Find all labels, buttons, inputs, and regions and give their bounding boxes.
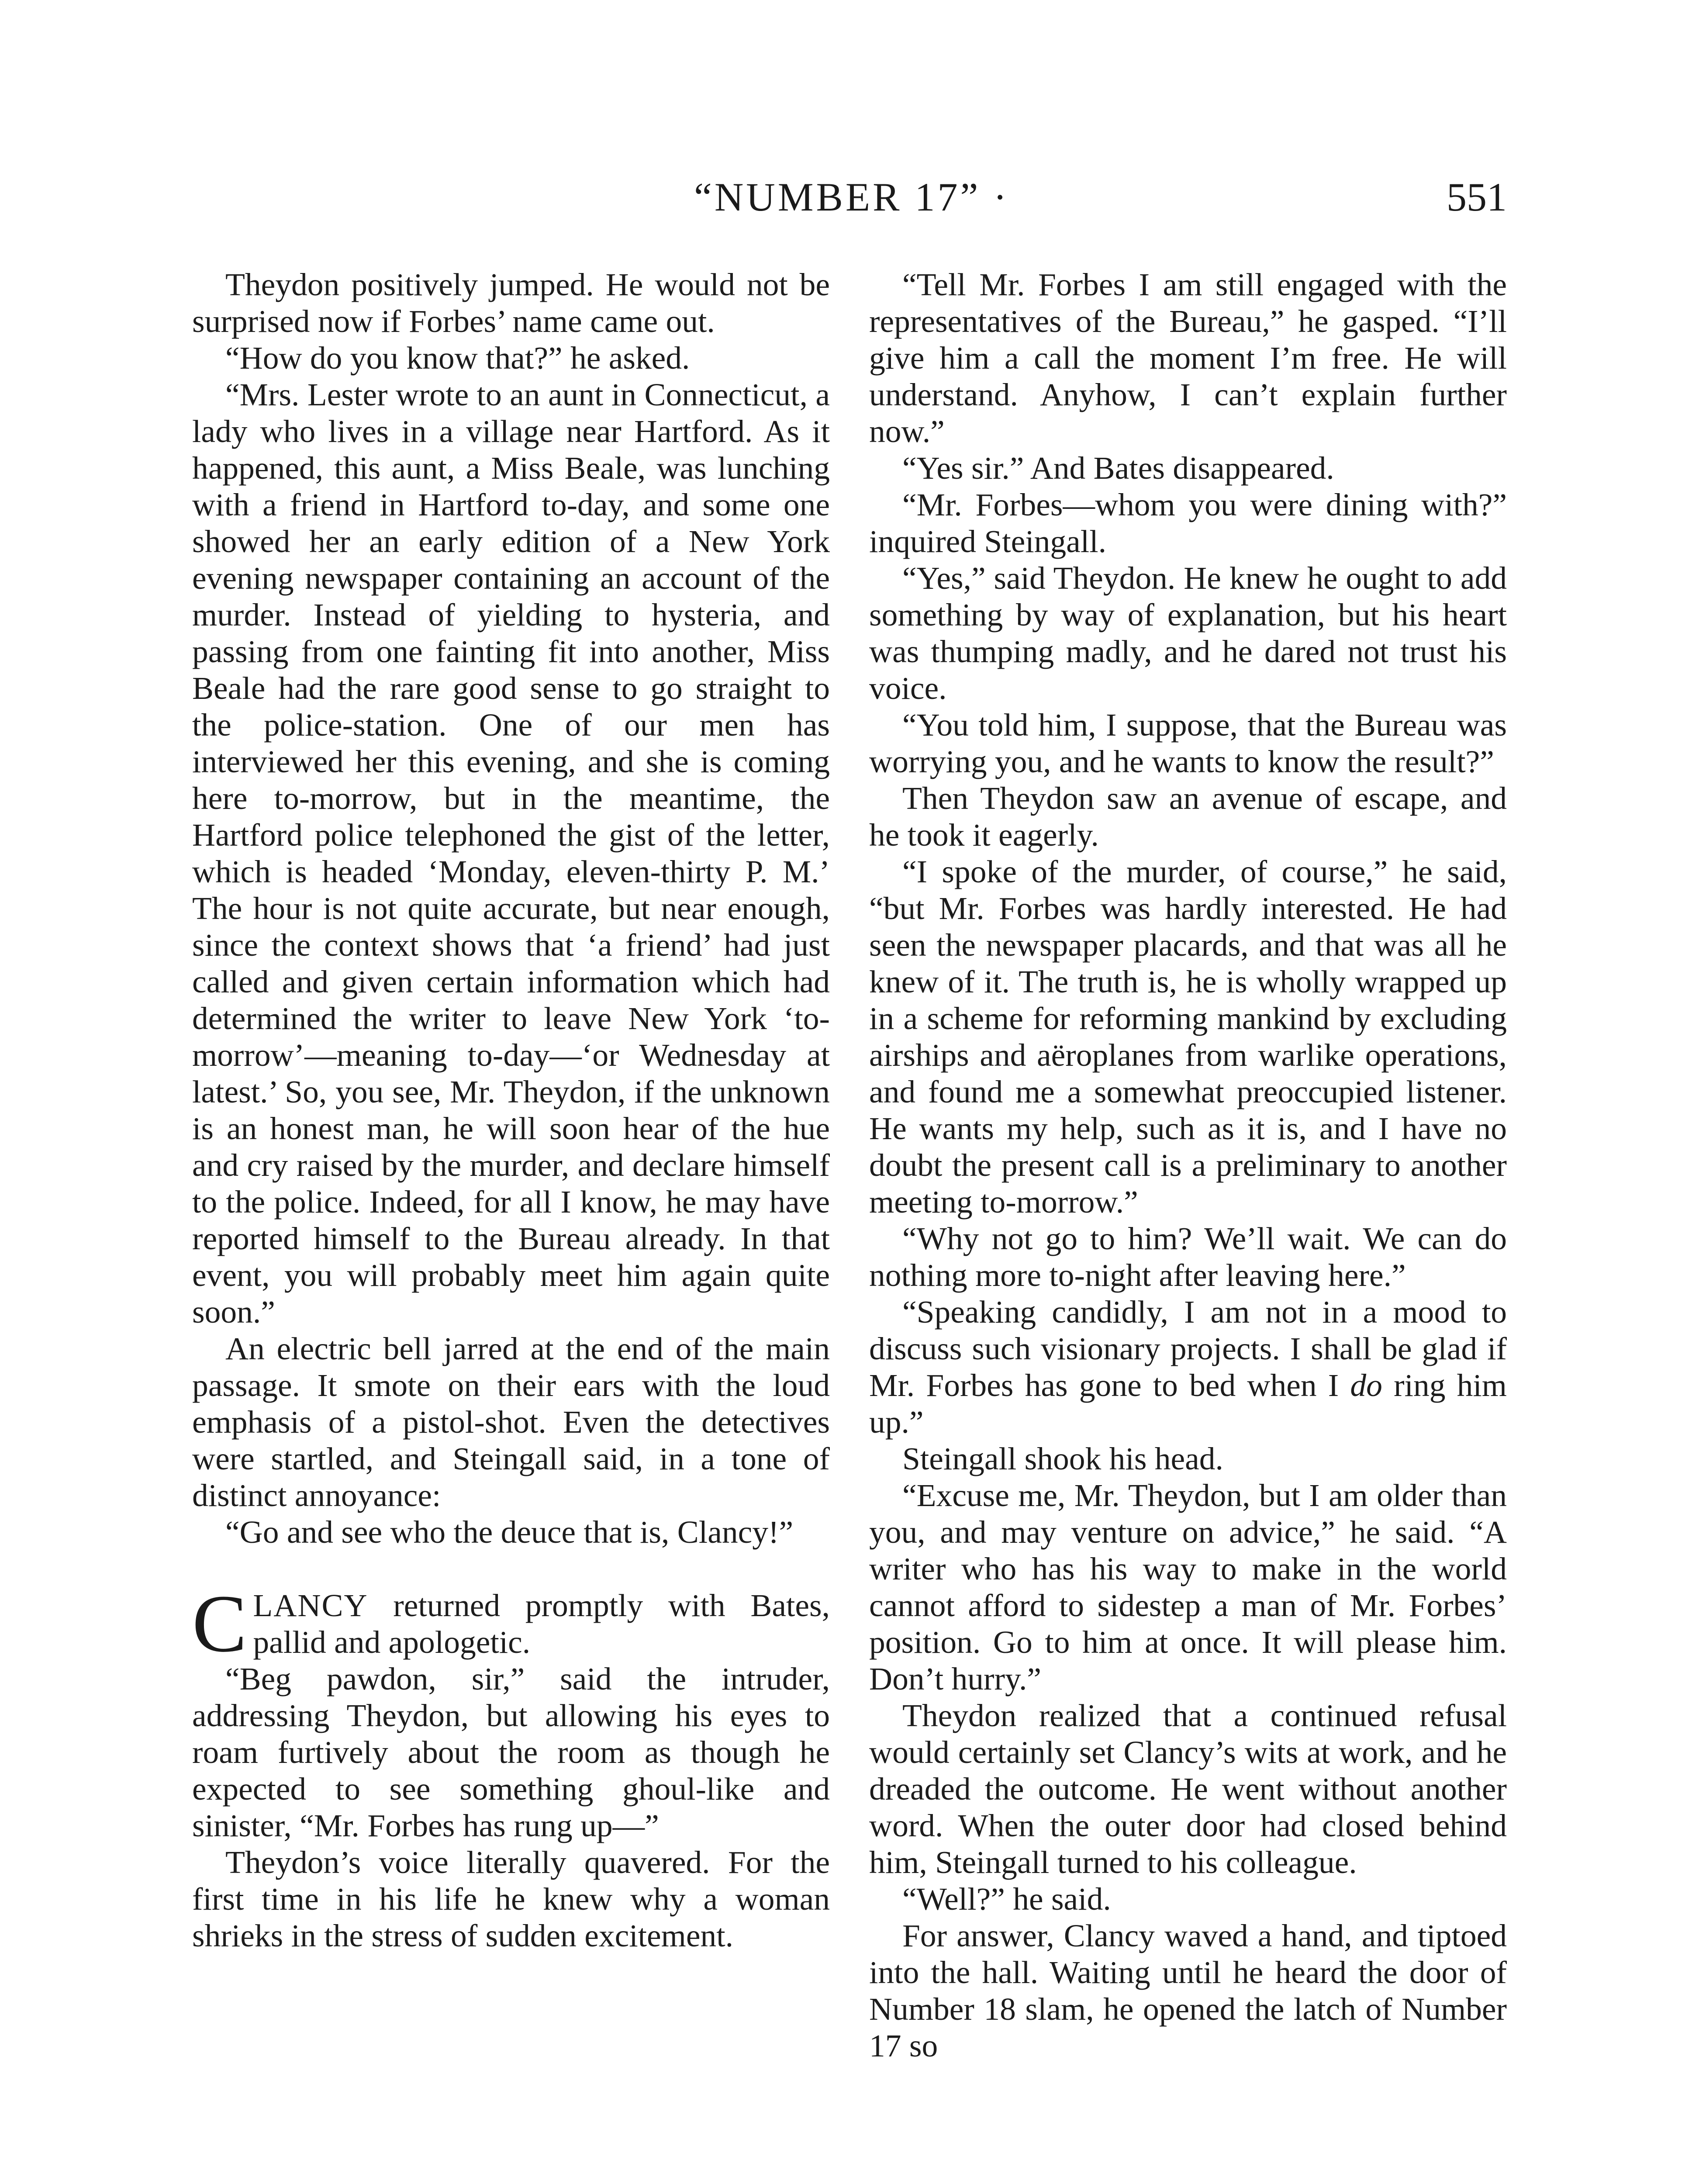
- smallcaps-lead: LANCY: [253, 1588, 368, 1623]
- section-break: [192, 1551, 830, 1587]
- paragraph: “Mr. Forbes—whom you were dining with?” inquired Steingall.: [869, 487, 1507, 559]
- paragraph: For answer, Clancy waved a hand, and tiptoed into the hall. Waiting until he heard the door of Number 18 slam, he opened the latch of Number 17 so: [869, 1918, 1507, 2063]
- paragraph: “I spoke of the murder, of course,” he said, “but Mr. Forbes was hardly interested. He had seen the newspaper placards, and that was all he knew of it. The truth is, he is wholly wrapped up in a scheme for reforming mankind by excluding airships and aëroplanes from warlike operations, and found me a somewhat preoccupied listener. He wants my help, such as it is, and I have no doubt the present call is a preliminary to another meeting to-morrow.”: [869, 854, 1507, 1220]
- paragraph: “You told him, I suppose, that the Bureau was worrying you, and he wants to know the result?”: [869, 707, 1507, 779]
- paragraph-text: returned promptly with Bates, pallid and apologetic.: [253, 1588, 830, 1660]
- paragraph: Theydon’s voice literally quavered. For the first time in his life he knew why a woman shrieks in the stress of sudden excitement.: [192, 1845, 830, 1953]
- paragraph-text: “Speaking candidly, I am not in a mood to discuss such visionary projects. I shall be glad if Mr. Forbes has gone to bed when I: [869, 1294, 1507, 1403]
- paragraph: Theydon positively jumped. He would not be surprised now if Forbes’ name came out.: [192, 267, 830, 339]
- right-column: [869, 266, 1507, 2064]
- paragraph: “Beg pawdon, sir,” said the intruder, addressing Theydon, but allowing his eyes to roam furtively about the room as though he expected to see something ghoul-like and sinister, “Mr. Forbes has rung up—”: [192, 1661, 830, 1843]
- running-title: “NUMBER 17” ·: [694, 175, 1009, 219]
- paragraph: “Tell Mr. Forbes I am still engaged with the representatives of the Bureau,” he gasped. “I’ll give him a call the moment I’m free. He will understand. Anyhow, I can’t explain further now.”: [869, 267, 1507, 449]
- paragraph-with-dropcap: [192, 1578, 830, 1669]
- paragraph: [869, 1294, 1507, 1441]
- italic-text: do: [1350, 1368, 1382, 1403]
- paragraph: “Yes,” said Theydon. He knew he ought to add something by way of explanation, but his heart was thumping madly, and he dared not trust his voice.: [869, 560, 1507, 706]
- paragraph: Steingall shook his head.: [902, 1441, 1223, 1476]
- paragraph: “Well?” he said.: [902, 1881, 1111, 1917]
- paragraph: “Why not go to him? We’ll wait. We can do nothing more to-night after leaving here.”: [869, 1221, 1507, 1293]
- paragraph: An electric bell jarred at the end of the main passage. It smote on their ears with the loud emphasis of a pistol-shot. Even the detectives were startled, and Steingall said, in a tone of distinct annoyance:: [192, 1331, 830, 1513]
- paragraph: “Go and see who the deuce that is, Clancy!”: [225, 1514, 794, 1550]
- paragraph: “Yes sir.” And Bates disappeared.: [902, 450, 1334, 486]
- drop-cap: C: [192, 1578, 247, 1669]
- paragraph: Then Theydon saw an avenue of escape, and he took it eagerly.: [869, 781, 1507, 853]
- left-column: [192, 266, 830, 1954]
- paragraph-text: ring him up.”: [869, 1368, 1507, 1440]
- paragraph: Theydon realized that a continued refusal would certainly set Clancy’s wits at work, and he dreaded the outcome. He went without another word. When the outer door had closed behind him, Steingall turned to his colleague.: [869, 1698, 1507, 1880]
- paragraph: “How do you know that?” he asked.: [225, 340, 690, 376]
- paragraph: “Mrs. Lester wrote to an aunt in Connecticut, a lady who lives in a village near Hartford. As it happened, this aunt, a Miss Beale, was lunching with a friend in Hartford to-day, and some one showed her an early edition of a New York evening newspaper containing an account of the murder. Instead of yielding to hysteria, and passing from one fainting fit into another, Miss Beale had the rare good sense to go straight to the police-station. One of our men has interviewed her this evening, and she is coming here to-morrow, but in the meantime, the Hartford police telephoned the gist of the letter, which is headed ‘Monday, eleven-thirty P. M.’ The hour is not quite accurate, but near enough, since the context shows that ‘a friend’ had just called and given certain information which had determined the writer to leave New York ‘to-morrow’—meaning to-day—‘or Wednesday at latest.’ So, you see, Mr. Theydon, if the unknown is an honest man, he will soon hear of the hue and cry raised by the murder, and declare himself to the police. Indeed, for all I know, he may have reported himself to the Bureau already. In that event, you will probably meet him again quite soon.”: [192, 377, 830, 1330]
- paragraph: “Excuse me, Mr. Theydon, but I am older than you, and may venture on advice,” he said. “A writer who has his way to make in the world cannot afford to sidestep a man of Mr. Forbes’ position. Go to him at once. It will please him. Don’t hurry.”: [869, 1478, 1507, 1697]
- page-number: 551: [1447, 175, 1507, 219]
